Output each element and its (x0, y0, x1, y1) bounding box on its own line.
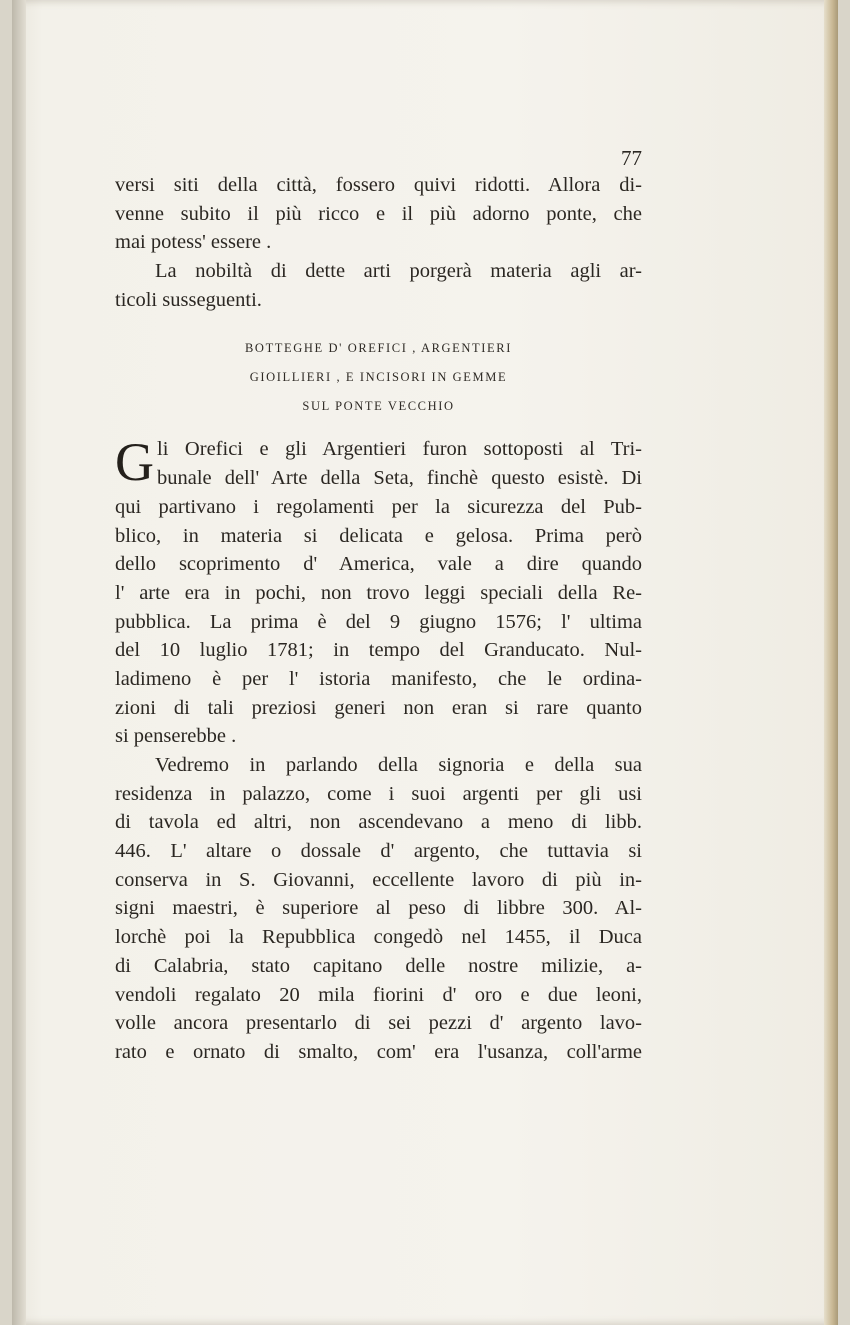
text-line: venne subito il più ricco e il più adorno ponte, che (115, 202, 642, 225)
text-line: di tavola ed altri, non ascendevano a meno di libb. (115, 811, 642, 834)
text-line: rato e ornato di smalto, com' era l'usanza, coll'arme (115, 1040, 642, 1063)
page-text-block (115, 146, 642, 1067)
text-line: li Orefici e gli Argentieri furon sottoposti al Tri- (157, 438, 642, 461)
text-line: La nobiltà di dette arti porgerà materia agli ar- (155, 260, 642, 283)
text-line: 446. L' altare o dossale d' argento, che tuttavia si (115, 840, 642, 863)
text-line: dello scoprimento d' America, vale a dire quando (115, 553, 642, 576)
text-line: ladimeno è per l' istoria manifesto, che le ordina- (115, 667, 642, 690)
text-line: mai potess' essere . (115, 231, 272, 254)
text-line: zioni di tali preziosi generi non eran si rare quanto (115, 696, 642, 719)
text-line: Vedremo in parlando della signoria e della sua (155, 754, 642, 776)
text-line: si penserebbe . (115, 725, 237, 748)
text-line: del 10 luglio 1781; in tempo del Granducato. Nul- (115, 639, 642, 662)
text-line: volle ancora presentarlo di sei pezzi d' argento lavo- (115, 1012, 642, 1035)
page-edge (824, 0, 838, 1325)
text-line: conserva in S. Giovanni, eccellente lavoro di più in- (115, 868, 642, 891)
heading-line: SUL PONTE VECCHIO (302, 399, 455, 414)
text-line: blico, in materia si delicata e gelosa. Prima però (115, 524, 642, 547)
paragraph-main (115, 432, 642, 751)
paragraph-continued (115, 171, 642, 257)
text-line: pubblica. La prima è del 9 giugno 1576; l' ultima (115, 610, 642, 633)
text-line: ticoli susseguenti. (115, 288, 262, 311)
text-line: di Calabria, stato capitano delle nostre milizie, a- (115, 954, 642, 977)
text-line: vendoli regalato 20 mila fiorini d' oro e due leoni, (115, 983, 642, 1006)
text-line: qui partivano i regolamenti per la sicurezza del Pub- (115, 495, 642, 518)
text-line: l' arte era in pochi, non trovo leggi speciali della Re- (115, 581, 642, 604)
paragraph-final (115, 751, 642, 1067)
drop-cap: G (115, 432, 154, 493)
book-page (12, 0, 838, 1325)
text-line: versi siti della città, fossero quivi ridotti. Allora di- (115, 174, 642, 196)
heading-line: GIOILLIERI , E INCISORI IN GEMME (249, 370, 508, 385)
text-line: lorchè poi la Repubblica congedò nel 1455, il Duca (115, 926, 642, 949)
text-line: residenza in palazzo, come i suoi argenti per gli usi (115, 782, 642, 805)
section-heading (115, 334, 642, 421)
text-line: bunale dell' Arte della Seta, finchè questo esistè. Di (157, 467, 642, 490)
paragraph-transition (115, 257, 642, 314)
book-spine-shadow (12, 0, 26, 1325)
page-number: 77 (621, 146, 642, 170)
heading-line: BOTTEGHE D' OREFICI , ARGENTIERI (245, 341, 512, 356)
text-line: signi maestri, è superiore al peso di libbre 300. Al- (115, 897, 642, 920)
